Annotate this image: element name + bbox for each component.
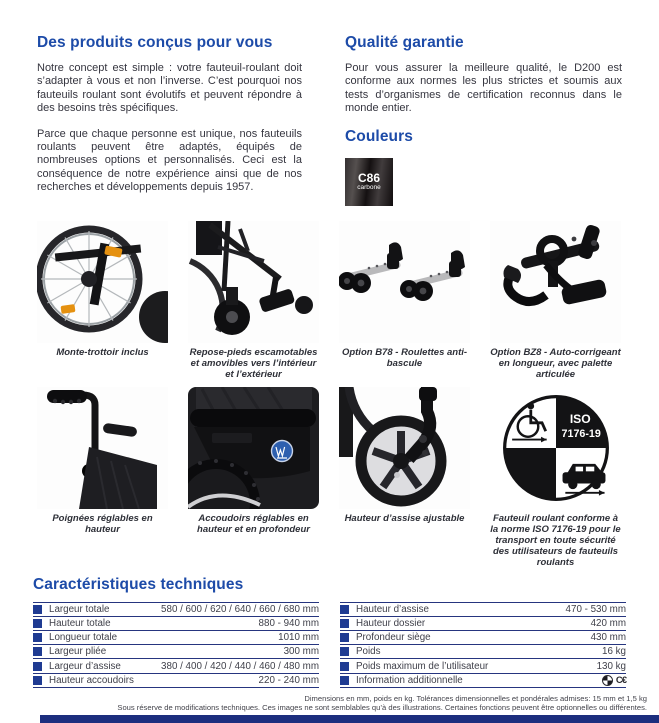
spec-value: 880 - 940 mm: [258, 617, 319, 629]
spec-label: Largeur d’assise: [49, 660, 121, 672]
row-marker-icon: [33, 662, 42, 671]
row-marker-icon: [340, 662, 349, 671]
spec-value: 130 kg: [596, 660, 626, 672]
feature-length-corrector: [490, 221, 621, 380]
features-grid: [37, 221, 622, 568]
length-corrector-photo: [490, 221, 621, 343]
spec-row: [33, 659, 319, 673]
intro-left-column: [37, 34, 302, 207]
iso-badge-line2: 7176-19: [561, 427, 601, 440]
colors-title: Couleurs: [345, 127, 413, 145]
push-handles-photo: [37, 387, 168, 509]
footer-bar: [40, 715, 659, 723]
row-marker-icon: [33, 676, 42, 685]
spec-label: Poids maximum de l’utilisateur: [356, 660, 489, 672]
spec-row: [340, 603, 626, 617]
spec-label: Hauteur d’assise: [356, 603, 429, 615]
spec-table-left: [33, 602, 319, 688]
spec-row: [33, 645, 319, 659]
spec-tables: [33, 602, 626, 688]
spec-label: Hauteur dossier: [356, 617, 426, 629]
spec-row: [340, 617, 626, 631]
intro-section: [0, 0, 659, 207]
feature-caption: Hauteur d’assise ajustable: [344, 512, 465, 524]
color-swatch-c86: [345, 158, 393, 206]
row-marker-icon: [340, 647, 349, 656]
row-marker-icon: [33, 605, 42, 614]
feature-caption: Option BZ8 - Auto-corrigeant en longueur, avec palette articulée: [490, 346, 621, 380]
specs-title: Caractéristiques techniques: [33, 575, 244, 593]
spec-value: 420 mm: [590, 617, 626, 629]
footnote-line-1: Dimensions en mm, poids en kg. Tolérances dimensionnelles et pondérales admises: 15 mm et 1,5 kg: [304, 693, 647, 703]
row-marker-icon: [340, 633, 349, 642]
spec-row: [33, 674, 319, 688]
feature-curb-climber: [37, 221, 168, 380]
spec-value: 430 mm: [590, 632, 626, 644]
crash-test-icon: [602, 675, 613, 686]
intro-left-paragraph-2: Parce que chaque personne est unique, nos fauteuils roulants peuvent être adaptés, équipés de nombreuses options et personnalisés. Ceci est la conséquence de notre expérience ainsi que de nos recherches et développements depuis 1957.: [37, 127, 302, 194]
feature-armrest: [188, 387, 319, 568]
feature-caption: Option B78 - Roulettes anti-bascule: [341, 346, 468, 369]
feature-caption: Repose-pieds escamotables et amovibles vers l’intérieur et l’extérieur: [189, 346, 318, 380]
footrest-photo: [188, 221, 319, 343]
row-marker-icon: [340, 619, 349, 628]
row-marker-icon: [340, 605, 349, 614]
feature-push-handles: [37, 387, 168, 568]
quality-title: Qualité garantie: [345, 34, 464, 51]
spec-value: 380 / 400 / 420 / 440 / 460 / 480 mm: [161, 660, 319, 672]
spec-row: [33, 603, 319, 617]
armrest-photo: [188, 387, 319, 509]
spec-row: [340, 645, 626, 659]
feature-caption: Accoudoirs réglables en hauteur et en profondeur: [197, 512, 310, 535]
quality-paragraph: Pour vous assurer la meilleure qualité, le D200 est conforme aux normes les plus strictes et soumis aux tests d’organismes de certification reconnus dans le monde entier.: [345, 62, 622, 115]
anti-tip-wheels-photo: [339, 221, 470, 343]
intro-left-title: Des produits conçus pour vous: [37, 34, 273, 51]
spec-row: [340, 674, 626, 688]
feature-caption: Fauteuil roulant conforme à la norme ISO 7176-19 pour le transport en toute sécurité des utilisateurs de fauteuils roulants: [490, 512, 621, 568]
spec-row: [33, 631, 319, 645]
spec-label: Hauteur accoudoirs: [49, 674, 134, 686]
spec-label: Profondeur siège: [356, 632, 431, 644]
spec-value: 300 mm: [283, 646, 319, 658]
iso-7176-19-badge: [490, 387, 621, 509]
row-marker-icon: [340, 676, 349, 685]
spec-value: 1010 mm: [278, 632, 319, 644]
spec-label: Information additionnelle: [356, 674, 463, 686]
spec-value: 470 - 530 mm: [565, 603, 626, 615]
feature-caption: Monte-trottoir inclus: [56, 346, 149, 358]
row-marker-icon: [33, 633, 42, 642]
spec-row: [340, 659, 626, 673]
spec-label: Hauteur totale: [49, 617, 111, 629]
specs-section: [33, 576, 626, 688]
spec-row: [33, 617, 319, 631]
feature-footrest: [188, 221, 319, 380]
spec-label: Largeur totale: [49, 603, 110, 615]
wheel-with-reflectors-photo: [37, 221, 168, 343]
row-marker-icon: [33, 647, 42, 656]
additional-info-icons: [602, 675, 626, 686]
spec-table-right: [340, 602, 626, 688]
intro-left-paragraph-1: Notre concept est simple : votre fauteuil-roulant doit s’adapter à vous et non l’inverse. C’est pourquoi nos fauteuils roulant sont évolutifs et peuvent répondre à des besoins très spécifiques.: [37, 62, 302, 115]
caster-wheel-photo: [339, 387, 470, 509]
intro-right-column: [345, 34, 622, 207]
feature-anti-tip: [339, 221, 470, 380]
spec-value: 16 kg: [602, 646, 626, 658]
feature-caption: Poignées réglables en hauteur: [52, 512, 153, 535]
swatch-code: C86: [357, 170, 380, 185]
iso-badge-line1: ISO: [569, 411, 591, 426]
feature-caster: [339, 387, 470, 568]
spec-value: 220 - 240 mm: [258, 674, 319, 686]
footnotes: [0, 694, 659, 713]
row-marker-icon: [33, 619, 42, 628]
spec-label: Poids: [356, 646, 381, 658]
spec-value: 580 / 600 / 620 / 640 / 660 / 680 mm: [161, 603, 319, 615]
spec-row: [340, 631, 626, 645]
footnote-line-2: Sous réserve de modifications techniques. Ces images ne sont semblables qu’à des illustrations. Certaines fonctions peuvent être optionnelles ou différentes.: [117, 703, 647, 713]
swatch-name: carbone: [357, 183, 381, 191]
spec-label: Longueur totale: [49, 632, 118, 644]
ce-mark: C€: [615, 674, 626, 686]
spec-label: Largeur pliée: [49, 646, 107, 658]
feature-iso-badge: [490, 387, 621, 568]
